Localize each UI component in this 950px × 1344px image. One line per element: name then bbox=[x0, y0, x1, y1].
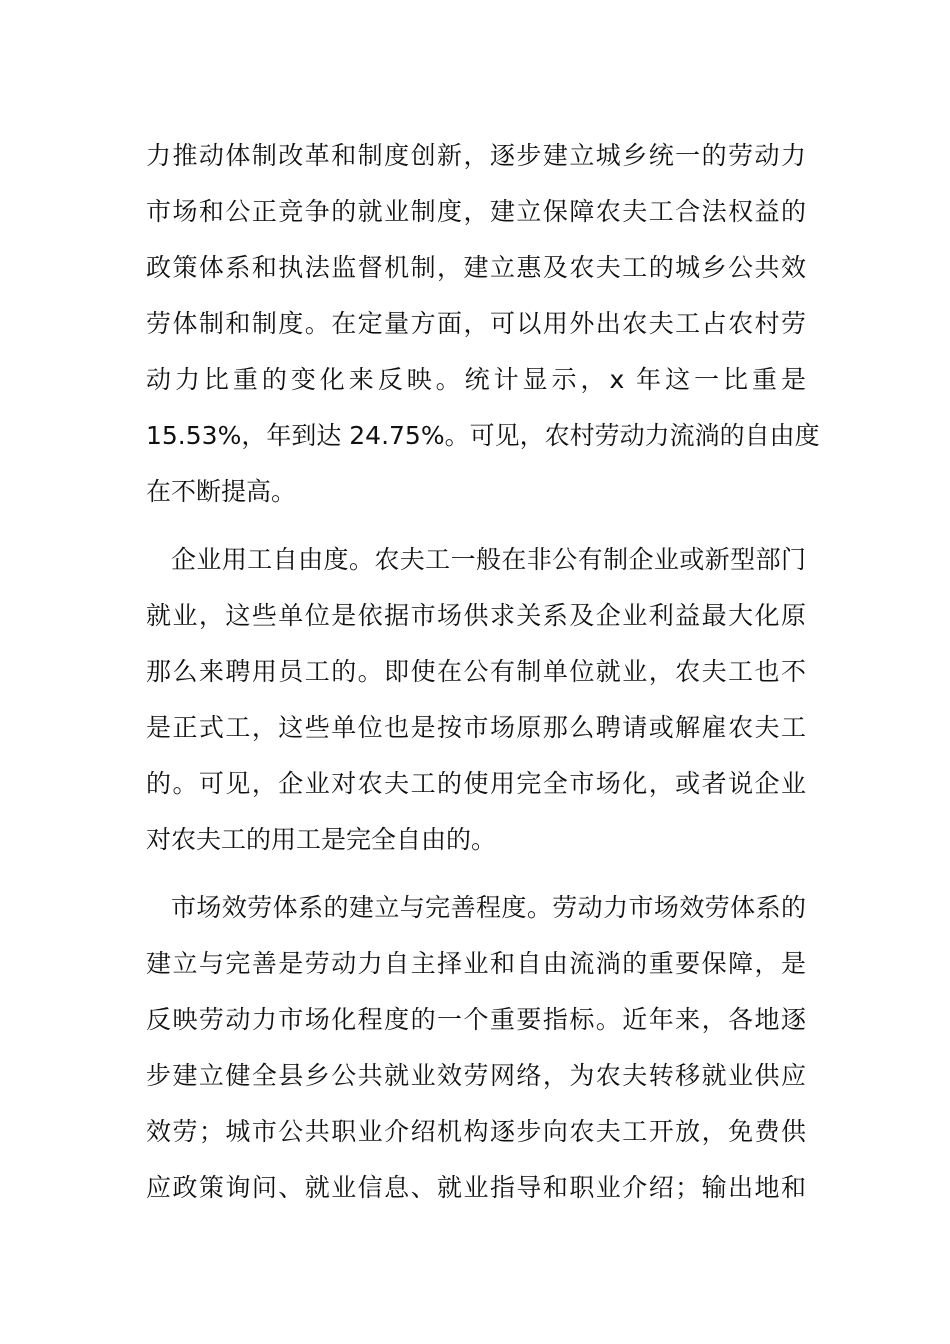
text-line: 在不断提高。 bbox=[146, 477, 297, 506]
text-line: 步建立健全县乡公共就业效劳网络，为农夫转移就业供应 bbox=[146, 1061, 806, 1090]
text-line: 对农夫工的用工是完全自由的。 bbox=[146, 825, 497, 854]
text-line: 市场和公正竞争的就业制度，建立保障农夫工合法权益的 bbox=[146, 197, 806, 226]
text-line: 政策体系和执法监督机制，建立惠及农夫工的城乡公共效 bbox=[146, 253, 806, 282]
text-line: 是正式工，这些单位也是按市场原那么聘请或解雇农夫工 bbox=[146, 713, 806, 742]
text-line: 那么来聘用员工的。即使在公有制单位就业，农夫工也不 bbox=[146, 657, 806, 686]
text-line: 15.53%，年到达 24.75%。可见，农村劳动力流淌的自由度 bbox=[146, 421, 820, 450]
paragraph-spacer bbox=[146, 868, 806, 880]
text-line: 劳体制和制度。在定量方面，可以用外出农夫工占农村劳 bbox=[146, 309, 806, 338]
text-line: 力推动体制改革和制度创新，逐步建立城乡统一的劳动力 bbox=[146, 141, 806, 170]
text-line: 效劳；城市公共职业介绍机构逐步向农夫工开放，免费供 bbox=[146, 1117, 806, 1146]
text-line: 的。可见，企业对农夫工的使用完全市场化，或者说企业 bbox=[146, 769, 806, 798]
paragraph-3 bbox=[146, 880, 806, 1216]
text-line: 就业，这些单位是依据市场供求关系及企业利益最大化原 bbox=[146, 601, 806, 630]
paragraph-1 bbox=[146, 128, 820, 520]
paragraph-2 bbox=[146, 532, 806, 868]
text-line: 企业用工自由度。农夫工一般在非公有制企业或新型部门 bbox=[171, 545, 806, 574]
text-line: 市场效劳体系的建立与完善程度。劳动力市场效劳体系的 bbox=[171, 893, 806, 922]
text-line: 建立与完善是劳动力自主择业和自由流淌的重要保障，是 bbox=[146, 949, 806, 978]
text-line: 反映劳动力市场化程度的一个重要指标。近年来，各地逐 bbox=[146, 1005, 806, 1034]
text-line: 应政策询问、就业信息、就业指导和职业介绍；输出地和 bbox=[146, 1173, 806, 1202]
paragraph-spacer bbox=[146, 520, 806, 532]
document-body bbox=[146, 128, 820, 1216]
text-line: 动力比重的变化来反映。统计显示，x 年这一比重是 bbox=[146, 365, 806, 394]
